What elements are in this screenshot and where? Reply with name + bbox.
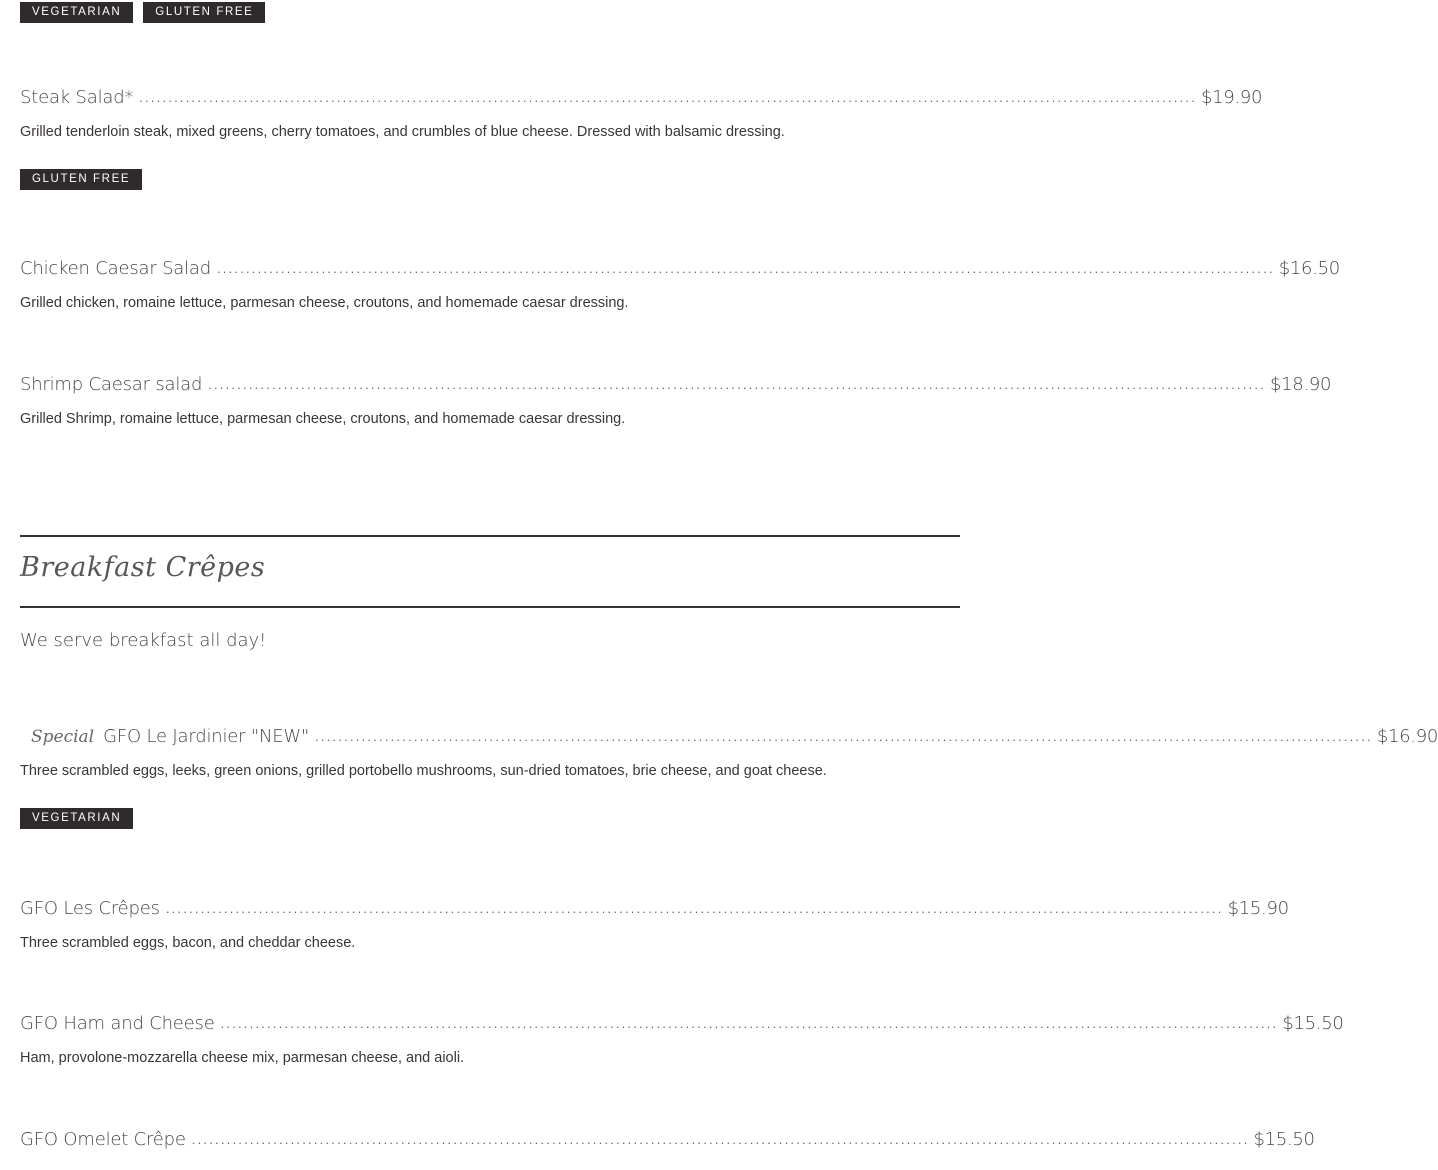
menu-item-shrimp-caesar-salad[interactable] (20, 374, 1332, 428)
dot-leader: ...................................................................................................................................................................................... (139, 90, 1197, 105)
top-dietary-tags (20, 2, 265, 23)
item-description: Grilled tenderloin steak, mixed greens, cherry tomatoes, and crumbles of blue cheese. Dressed with balsamic dressing. (20, 124, 785, 140)
menu-item-chicken-caesar-salad[interactable] (20, 258, 1340, 312)
section-bottom-rule (20, 606, 960, 608)
item-description: Ham, provolone-mozzarella cheese mix, parmesan cheese, and aioli. (20, 1050, 465, 1066)
vegetarian-tag: VEGETARIAN (20, 808, 133, 829)
item-name: GFO Ham and Cheese (20, 1013, 215, 1034)
item-price: $15.50 (1253, 1129, 1315, 1150)
menu-item-le-jardinier[interactable] (20, 726, 1438, 829)
menu-item-steak-salad[interactable] (20, 87, 1263, 190)
dot-leader: ...................................................................................................................................................................................... (220, 1016, 1279, 1031)
item-price: $15.90 (1227, 898, 1289, 919)
menu-item-ham-and-cheese[interactable] (20, 1013, 1344, 1067)
section-intro: We serve breakfast all day! (20, 630, 267, 651)
item-price: $19.90 (1201, 87, 1263, 108)
dot-leader: ...................................................................................................................................................................................... (191, 1132, 1250, 1147)
item-description: Three scrambled eggs, leeks, green onions, grilled portobello mushrooms, sun-dried tomatoes, brie cheese, and goat cheese. (20, 763, 827, 779)
item-name: GFO Omelet Crêpe (20, 1129, 186, 1150)
item-name: GFO Le Jardinier "NEW" (103, 726, 310, 747)
item-name: Chicken Caesar Salad (20, 258, 211, 279)
dot-leader: ...................................................................................................................................................................................... (216, 261, 1275, 276)
gluten-free-tag: GLUTEN FREE (20, 169, 142, 190)
item-price: $16.90 (1376, 726, 1438, 747)
dot-leader: ...................................................................................................................................................................................... (315, 729, 1373, 744)
item-name: Steak Salad* (20, 87, 134, 108)
vegetarian-tag: VEGETARIAN (20, 2, 133, 23)
item-price: $18.90 (1269, 374, 1332, 395)
item-dietary-tags (20, 169, 960, 190)
item-price: $15.50 (1282, 1013, 1344, 1034)
item-dietary-tags (20, 808, 960, 829)
menu-item-les-crepes[interactable] (20, 898, 1289, 952)
special-label: Special (31, 727, 95, 747)
section-top-rule (20, 535, 960, 537)
item-price: $16.50 (1278, 258, 1340, 279)
gluten-free-tag: GLUTEN FREE (143, 2, 265, 23)
item-description: Grilled Shrimp, romaine lettuce, parmesan cheese, croutons, and homemade caesar dressing. (20, 411, 626, 427)
dot-leader: ...................................................................................................................................................................................... (165, 901, 1224, 916)
item-name: Shrimp Caesar salad (20, 374, 203, 395)
item-name: GFO Les Crêpes (20, 898, 160, 919)
dot-leader: ...................................................................................................................................................................................... (208, 377, 1266, 392)
section-title: Breakfast Crêpes (20, 552, 266, 583)
item-description: Three scrambled eggs, bacon, and cheddar cheese. (20, 935, 356, 951)
menu-item-omelet-crepe[interactable] (20, 1129, 1315, 1155)
item-description: Grilled chicken, romaine lettuce, parmesan cheese, croutons, and homemade caesar dressing. (20, 295, 629, 311)
